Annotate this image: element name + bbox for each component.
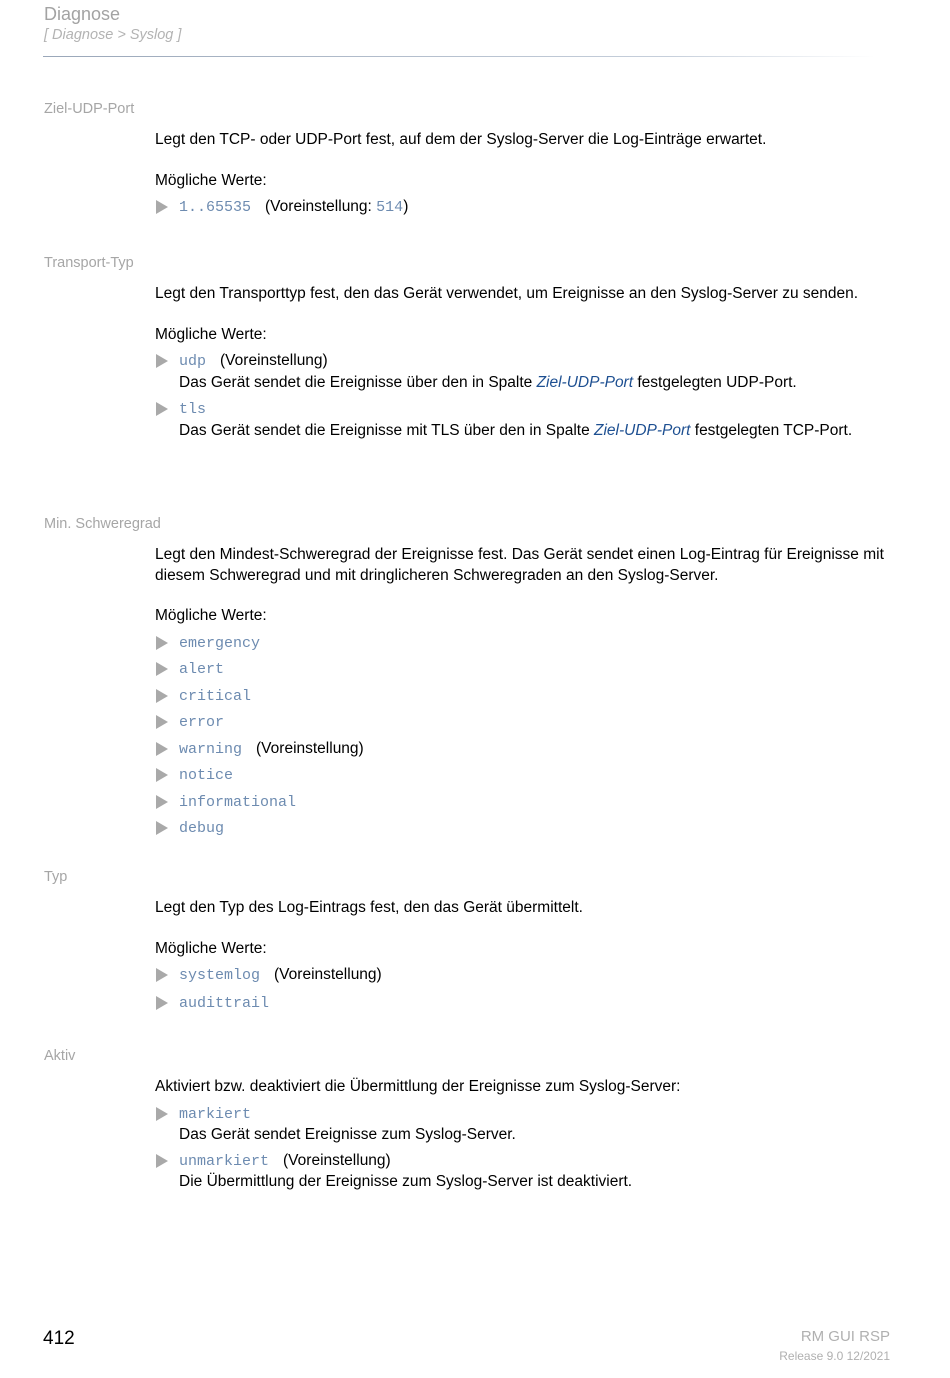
transport-values-heading: Mögliche Werte: — [155, 325, 267, 343]
severity-description: Legt den Mindest-Schweregrad der Ereignisse fest. Das Gerät sendet einen Log-Eintrag für Ereignisse mit diesem Schweregrad und mit dringlicheren Schweregraden an den Syslog-Server. — [155, 546, 884, 584]
option-code: audittrail — [179, 994, 270, 1012]
param-label-active: Aktiv — [44, 1048, 76, 1064]
option-code: informational — [179, 793, 297, 811]
release-info: Release 9.0 12/2021 — [779, 1349, 890, 1363]
list-item — [155, 712, 895, 734]
page-header — [44, 3, 181, 45]
option-code: markiert — [179, 1105, 252, 1123]
bullet-triangle-icon — [156, 354, 168, 368]
doc-name: RM GUI RSP — [800, 1328, 890, 1345]
bullet-triangle-icon — [156, 996, 168, 1010]
option-code: unmarkiert — [179, 1152, 270, 1170]
chapter-title: Diagnose — [44, 4, 121, 24]
bullet-triangle-icon — [156, 689, 168, 703]
active-description: Aktiviert bzw. deaktiviert die Übermittlung der Ereignisse zum Syslog-Server: — [155, 1078, 681, 1095]
port-description: Legt den TCP- oder UDP-Port fest, auf dem der Syslog-Server die Log-Einträge erwartet. — [155, 131, 767, 148]
param-label-severity: Min. Schweregrad — [44, 516, 161, 532]
bullet-triangle-icon — [156, 742, 168, 756]
section-port — [155, 130, 895, 219]
section-severity — [155, 545, 895, 840]
option-note: (Voreinstellung) — [274, 966, 382, 983]
option-default-code: 514 — [376, 199, 404, 216]
param-label-type: Typ — [44, 869, 68, 885]
option-code: systemlog — [179, 967, 261, 984]
section-type — [155, 898, 895, 1014]
list-item — [155, 659, 895, 681]
option-code: emergency — [179, 634, 261, 652]
section-active — [155, 1077, 895, 1193]
bullet-triangle-icon — [156, 715, 168, 729]
list-item — [155, 739, 895, 761]
bullet-triangle-icon — [156, 636, 168, 650]
bullet-triangle-icon — [156, 662, 168, 676]
option-code: error — [179, 714, 225, 731]
severity-values-heading: Mögliche Werte: — [155, 607, 267, 624]
section-transport — [155, 284, 895, 441]
option-code: alert — [179, 661, 225, 678]
param-label-port: Ziel-UDP-Port — [44, 101, 135, 117]
list-item: 1..65535 (Voreinstellung: 514) — [155, 197, 895, 219]
list-item — [155, 818, 895, 840]
bullet-triangle-icon — [156, 821, 168, 835]
column-link[interactable]: Ziel-UDP-Port — [536, 373, 634, 391]
type-values-heading: Mögliche Werte: — [155, 939, 267, 957]
list-item — [155, 993, 895, 1015]
bullet-triangle-icon — [156, 795, 168, 809]
list-item: markiert Das Gerät sendet Ereignisse zum Syslog-Server. — [155, 1104, 895, 1146]
bullet-triangle-icon — [156, 402, 168, 416]
param-label-transport: Transport-Typ — [44, 255, 134, 271]
option-code: warning — [179, 740, 243, 758]
option-code: critical — [179, 687, 252, 705]
breadcrumb: [ Diagnose > Syslog ] — [44, 27, 182, 43]
option-note: (Voreinstellung) — [283, 1151, 391, 1169]
list-item: udp (Voreinstellung) Das Gerät sendet die Ereignisse über den in Spalte Ziel-UDP-Port festgelegten UDP-Port. — [155, 351, 895, 393]
page-number: 412 — [43, 1328, 75, 1349]
list-item: unmarkiert (Voreinstellung) Die Übermittlung der Ereignisse zum Syslog-Server ist deaktiviert. — [155, 1151, 895, 1193]
port-values-heading: Mögliche Werte: — [155, 171, 267, 189]
option-code: debug — [179, 820, 225, 837]
option-note: (Voreinstellung) — [220, 352, 328, 369]
bullet-triangle-icon — [156, 200, 168, 214]
bullet-triangle-icon — [156, 968, 168, 982]
list-item — [155, 965, 895, 987]
list-item — [155, 765, 895, 787]
type-description: Legt den Typ des Log-Eintrags fest, den das Gerät übermittelt. — [155, 899, 583, 916]
option-code: udp — [179, 353, 207, 370]
transport-description: Legt den Transporttyp fest, den das Gerät verwendet, um Ereignisse an den Syslog-Server zu senden. — [155, 285, 859, 302]
option-code: notice — [179, 767, 234, 784]
list-item — [155, 686, 895, 708]
option-code: tls — [179, 401, 207, 418]
option-note: (Voreinstellung) — [256, 739, 364, 757]
header-divider — [43, 56, 875, 57]
bullet-triangle-icon — [156, 1154, 168, 1168]
bullet-triangle-icon — [156, 1107, 168, 1121]
list-item — [155, 633, 895, 655]
option-code: 1..65535 — [179, 199, 252, 216]
column-link[interactable]: Ziel-UDP-Port — [594, 421, 691, 439]
list-item — [155, 792, 895, 814]
list-item: tls Das Gerät sendet die Ereignisse mit TLS über den in Spalte Ziel-UDP-Port festgelegten TCP-Port. — [155, 399, 895, 441]
bullet-triangle-icon — [156, 768, 168, 782]
